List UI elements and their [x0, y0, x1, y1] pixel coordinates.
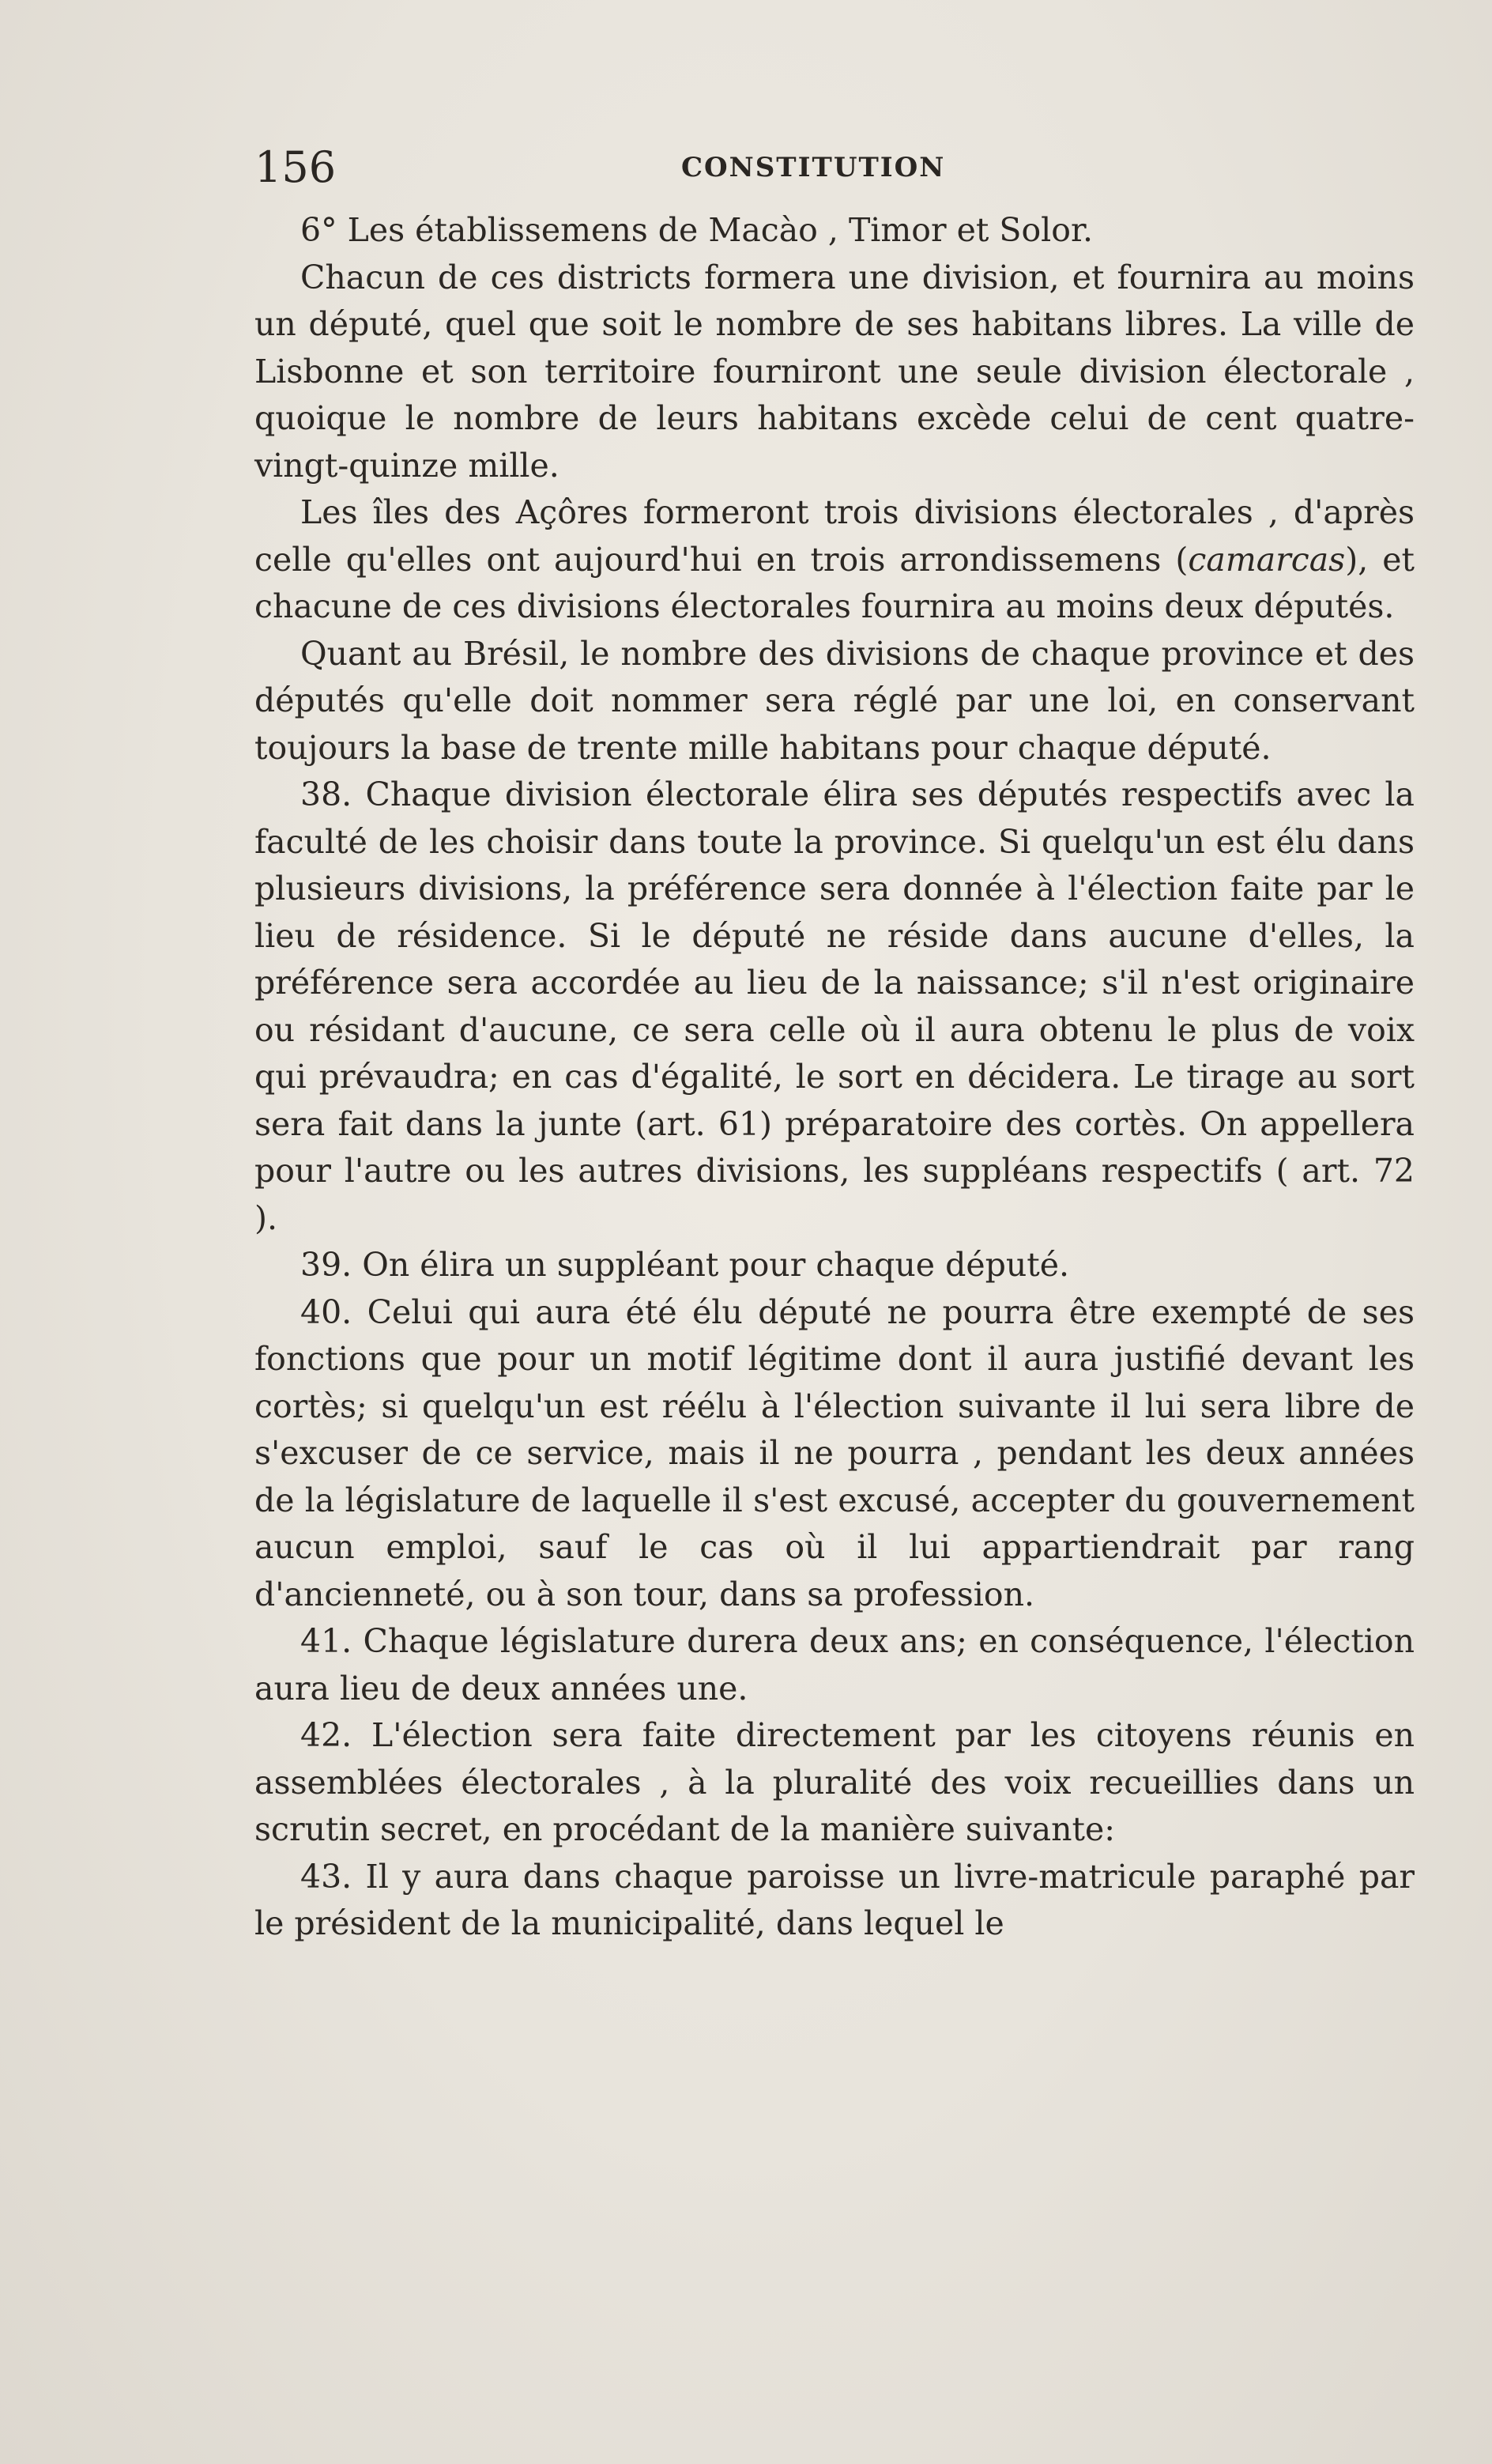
running-title: CONSTITUTION [681, 152, 946, 183]
azores-italic-term: camarcas [1188, 540, 1346, 579]
page-number: 156 [254, 142, 337, 192]
article-41: 41. Chaque législature durera deux ans; en conséquence, l'élection aura lieu de deux années une. [254, 1622, 1415, 1707]
paragraph-districts: Chacun de ces districts formera une division, et fournira au moins un député, quel que soit le nombre de ses habitans libres. La ville de Lisbonne et son territoire fourniront une seule division électorale , quoique le nombre de leurs habitans excède celui de cent quatre-vingt-quinze mille. [254, 258, 1415, 485]
article-39: 39. On élira un suppléant pour chaque député. [300, 1246, 1070, 1284]
azores-text-end: ), et chacune de ces divisions électorales fournira au moins deux députés. [254, 540, 1415, 625]
article-43: 43. Il y aura dans chaque paroisse un livre-matricule paraphé par le président de la municipalité, dans lequel le [254, 1857, 1415, 1942]
article-42: 42. L'élection sera faite directement par les citoyens réunis en assemblées électorales , à la pluralité des voix recueillies dans un scrutin secret, en procédant de la manière suivante: [254, 1716, 1415, 1848]
page-header [254, 136, 1415, 199]
paragraph-brazil: Quant au Brésil, le nombre des divisions de chaque province et des députés qu'elle doit nommer sera réglé par une loi, en conservant toujours la base de trente mille habitans pour chaque député. [254, 634, 1415, 767]
paragraph-settlements: 6° Les établissemens de Macào , Timor et Solor. [300, 211, 1094, 249]
azores-text-start: Les îles des Açôres formeront trois divisions électorales , d'après celle qu'elles ont aujourd'hui en trois arrondissemens ( [254, 493, 1415, 579]
article-40: 40. Celui qui aura été élu député ne pourra être exempté de ses fonctions que pour un motif légitime dont il aura justifié devant les cortès; si quelqu'un est réélu à l'élection suivante il lui sera libre de s'excuser de ce service, mais il ne pourra , pendant les deux années de la législature de laquelle il s'est excusé, accepter du gouvernement aucun emploi, sauf le cas où il lui appartiendrait par rang d'ancienneté, ou à son tour, dans sa profession. [254, 1292, 1415, 1613]
body-text [254, 207, 1415, 1948]
paragraph-azores [254, 489, 1415, 631]
article-38: 38. Chaque division électorale élira ses députés respectifs avec la faculté de les choisir dans toute la province. Si quelqu'un est élu dans plusieurs divisions, la préférence sera donnée à l'élection faite par le lieu de résidence. Si le député ne réside dans aucune d'elles, la préférence sera accordée au lieu de la naissance; s'il n'est originaire ou résidant d'aucune, ce sera celle où il aura obtenu le plus de voix qui prévaudra; en cas d'égalité, le sort en décidera. Le tirage au sort sera fait dans la junte (art. 61) préparatoire des cortès. On appellera pour l'autre ou les autres divisions, les suppléans respectifs ( art. 72 ). [254, 775, 1415, 1237]
